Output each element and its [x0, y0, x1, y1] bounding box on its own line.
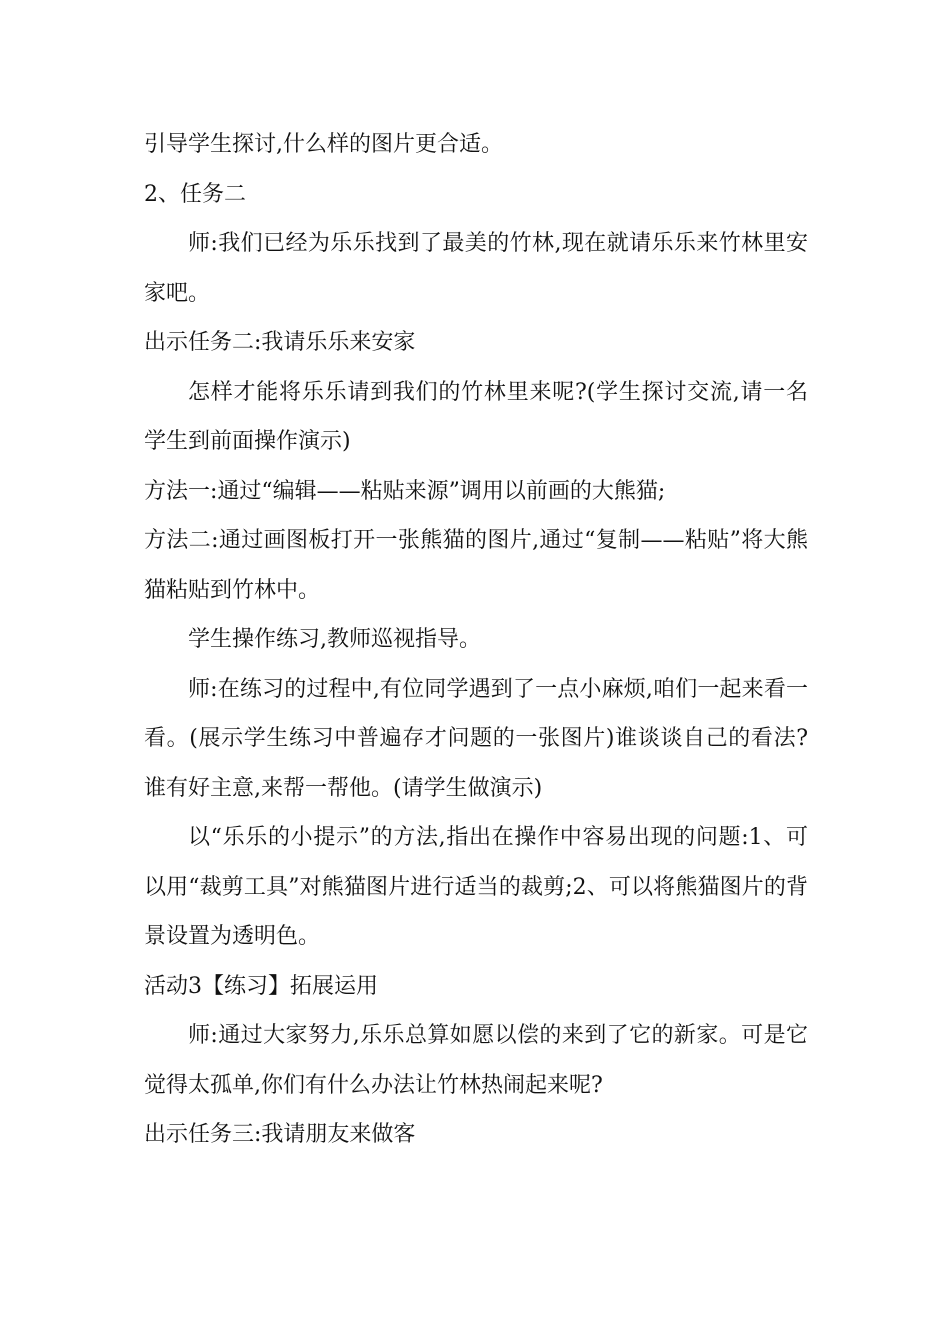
heading-activity-three: 活动3【练习】拓展运用 [144, 973, 378, 999]
paragraph-student-practice: 学生操作练习,教师巡视指导。 [188, 627, 481, 652]
heading-show-task-two: 出示任务二:我请乐乐来安家 [144, 330, 416, 355]
heading-show-task-three: 出示任务三:我请朋友来做客 [144, 1122, 416, 1147]
document-body [144, 120, 808, 1160]
paragraph-method-two: 方法二:通过画图板打开一张熊猫的图片,通过“复制——粘贴”将大熊猫粘贴到竹林中。 [144, 528, 808, 603]
paragraph-teacher-lonely: 师:通过大家努力,乐乐总算如愿以偿的来到了它的新家。可是它觉得太孤单,你们有什么办法让竹林热闹起来呢? [144, 1023, 808, 1098]
paragraph-method-one: 方法一:通过“编辑——粘贴来源”调用以前画的大熊猫; [144, 478, 666, 504]
paragraph-teacher-problem: 师:在练习的过程中,有位同学遇到了一点小麻烦,咱们一起来看一看。(展示学生练习中普遍存才问题的一张图片)谁谈谈自己的看法?谁有好主意,来帮一帮他。(请学生做演示) [144, 676, 808, 801]
heading-task-two: 2、任务二 [144, 181, 246, 207]
paragraph-teacher-bamboo: 师:我们已经为乐乐找到了最美的竹林,现在就请乐乐来竹林里安家吧。 [144, 231, 808, 306]
paragraph-how-invite: 怎样才能将乐乐请到我们的竹林里来呢?(学生探讨交流,请一名学生到前面操作演示) [144, 379, 808, 454]
paragraph-guide-discussion: 引导学生探讨,什么样的图片更合适。 [144, 132, 503, 157]
paragraph-tips: 以“乐乐的小提示”的方法,指出在操作中容易出现的问题:1、可以用“裁剪工具”对熊猫图片进行适当的裁剪;2、可以将熊猫图片的背景设置为透明色。 [144, 825, 808, 949]
